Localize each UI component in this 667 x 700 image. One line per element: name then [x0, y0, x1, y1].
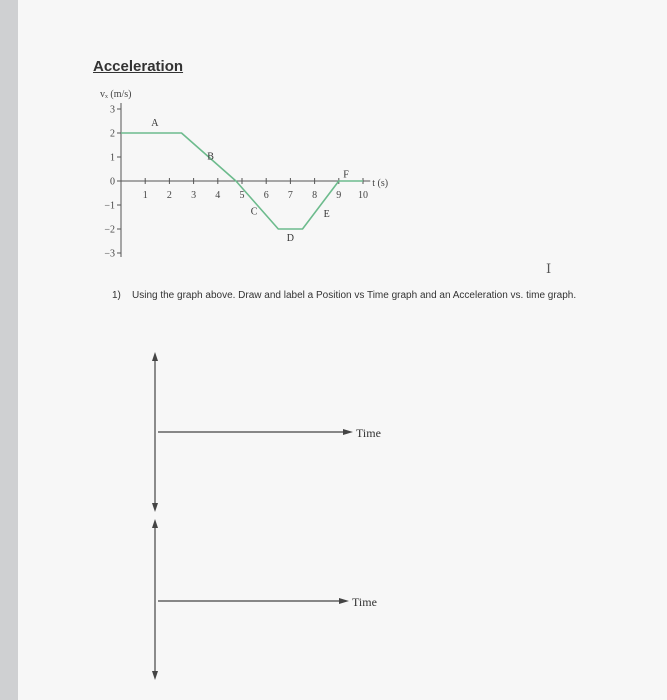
x-axis-label: t (s) [372, 178, 389, 189]
y-axis-label: vₓ (m/s) [100, 89, 132, 100]
segment-label-a: A [151, 117, 159, 129]
segment-label-d: D [286, 233, 295, 244]
segment-label-c: C [250, 206, 258, 218]
segment-label-b: B [207, 151, 214, 163]
text-cursor-icon: I [546, 262, 552, 277]
x-tick-label: 7 [287, 190, 293, 201]
x-tick-label: 8 [312, 190, 318, 201]
x-tick-label: 1 [142, 190, 148, 201]
segment-label-e: E [323, 209, 330, 220]
y-tick-label: 0 [110, 176, 115, 188]
blank-graph-1-down-arrow [152, 503, 158, 512]
y-tick-label: −3 [104, 248, 115, 260]
y-tick-label: 1 [110, 152, 115, 164]
y-tick-label: 2 [110, 128, 115, 140]
x-tick-label: 5 [239, 190, 245, 201]
x-tick-label: 10 [358, 190, 368, 201]
x-tick-label: 6 [263, 190, 269, 201]
x-tick-label: 9 [336, 190, 342, 201]
y-tick-label: 3 [110, 104, 115, 116]
blank-graph-2-up-arrow [152, 519, 158, 528]
blank-graph-2 [152, 519, 377, 680]
blank-graph-2-time-label: Time [352, 595, 377, 609]
x-tick-label: 2 [166, 190, 172, 201]
blank-graph-2-down-arrow [152, 671, 158, 680]
question-number: 1) [112, 290, 121, 301]
page-heading: Acceleration [93, 58, 184, 75]
y-tick-label: −2 [104, 224, 115, 236]
blank-graph-1-time-label: Time [356, 426, 381, 440]
x-tick-label: 4 [215, 190, 221, 201]
question-1 [112, 289, 592, 303]
blank-graph-2-time-arrow [339, 598, 349, 604]
x-tick-label: 3 [191, 190, 197, 201]
segment-label-f: F [343, 169, 349, 181]
blank-graph-1-up-arrow [152, 352, 158, 361]
y-tick-label: −1 [104, 200, 115, 212]
blank-graph-1-time-arrow [343, 429, 353, 435]
question-text: Using the graph above. Draw and label a Position vs Time graph and an Acceleration vs. time graph. [132, 290, 577, 301]
blank-graph-1 [152, 352, 381, 512]
